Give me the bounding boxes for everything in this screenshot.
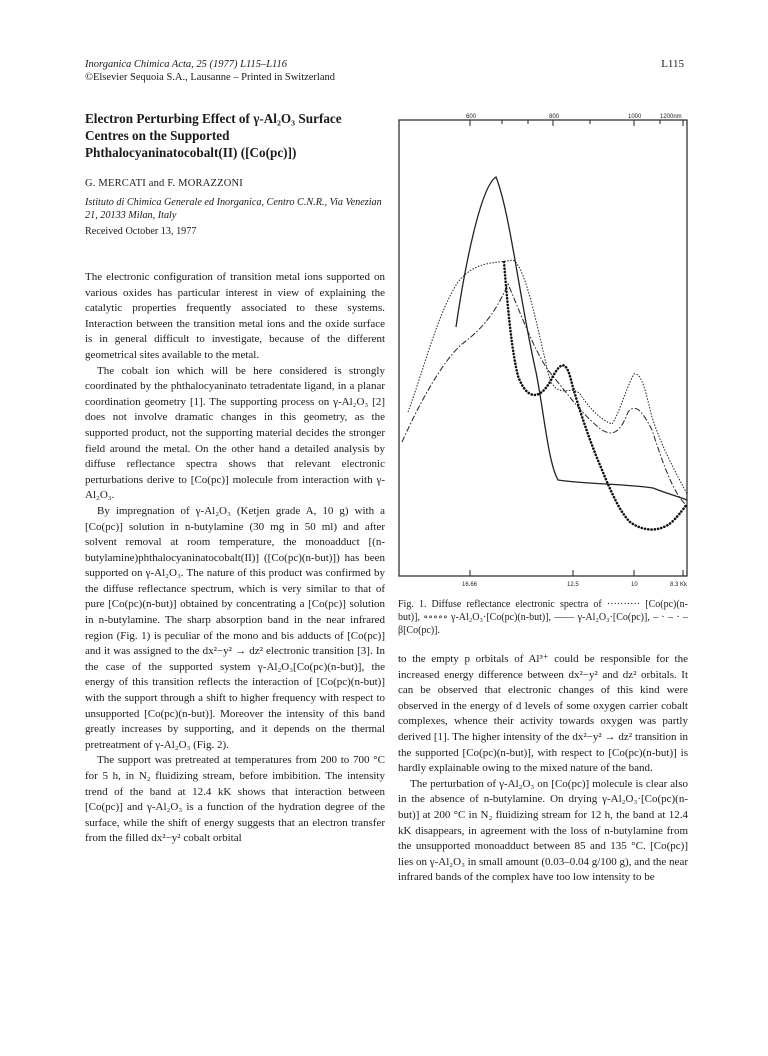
top-tick-label: 600: [466, 114, 477, 120]
curve-circles: [408, 260, 687, 494]
bottom-tick-label: 8.3 Kk: [670, 582, 688, 588]
top-tick-label: 1000: [628, 114, 642, 120]
article-title: Electron Perturbing Effect of γ-Al₂O₃ Surface Centres on the Supported Phthalocyaninatocobalt(II) ([Co(pc)]): [85, 111, 342, 160]
figure-caption: Fig. 1. Diffuse reflectance electronic spectra of ·········· [Co(pc)(n-but)], ∘∘∘∘∘ γ-Al₂O₃·[Co(pc)(n-but)], —— γ-Al₂O₃·[Co(pc)], – · – · – β[Co(pc)].: [398, 599, 688, 636]
paragraph: The electronic configuration of transition metal ions supported on various oxides has particular interest in view of explaining the catalytic properties frequently associated to these systems. Interaction between the transition metal ions and the oxide surface is in general difficult to investigate, because of the different geometrical sites available to the metal.: [85, 271, 385, 361]
bottom-tick-label: 10: [631, 582, 638, 588]
bottom-tick-label: 12.5: [567, 582, 579, 588]
paragraph: The cobalt ion which will be here considered is strongly coordinated by the phthalocyaninato tetradentate ligand, in a planar coordination geometry [1]. The supporting process on γ-Al₂O₃ [2] does not involve dramatic changes in this geometry, as the supported product, not the supporting material decides the stronger field around the metal. On the other hand a detailed analysis by diffuse reflectance spectra shows that relevant electronic perturbations derive to [Co(pc)] molecule from interaction with γ-Al₂O₃.: [85, 364, 385, 502]
paragraph: By impregnation of γ-Al₂O₃ (Ketjen grade A, 10 g) with a [Co(pc)] solution in n-butylamine (30 mg in 50 ml) and after solvent removal at room temperature, the monoadduct [(n-butylamine)phthalocyaninatocobalt(II)] ([Co(pc)(n-but)]) has been supported on γ-Al₂O₃. The nature of this product was confirmed by the diffuse reflectance spectrum, which is very similar to that of pure [Co(pc)(n-but)] obtained by concentrating a [Co(pc)] solution in n-butylamine. The sharp absorption band in the near infrared region (Fig. 1) is peculiar of the mono and bis adducts of [Co(pc)] and it was assigned to the dx²−y² → dz² electronic transition [3]. In the case of the supported system γ-Al₂O₃[Co(pc)(n-but)], the energy of this transition reflects the interaction of [Co(pc)(n-but)] with the support through a shift to higher frequency with respect to unsupported [Co(pc)(n-but)]. Moreover the intensity of this band greatly increases by supporting, and it depends on the thermal pretreatment of γ-Al₂O₃ (Fig. 2).: [85, 504, 385, 751]
bottom-tick-label: 16.66: [462, 582, 478, 588]
journal-citation: Inorganica Chimica Acta, 25 (1977) L115–L116: [85, 59, 288, 70]
affiliation: Istituto di Chimica Generale ed Inorganica, Centro C.N.R., Via Venezian 21, 20133 Milan, Italy: [85, 197, 382, 221]
page-number: L115: [661, 58, 684, 70]
top-tick-label: 1200nm: [660, 114, 682, 120]
figure-1: [398, 112, 690, 590]
received-date: Received October 13, 1977: [85, 226, 197, 237]
curve-dashdot: [402, 284, 687, 506]
paragraph: The support was pretreated at temperatures from 200 to 700 °C for 5 h, in N₂ fluidizing stream, before imbibition. The intensity trend of the band at 12.4 kK shows that interaction between [Co(pc)] and γ-Al₂O₃ is a function of the hydration degree of the surface, while the shift of energy suggests that an electron transfer from the filled dx²−y² cobalt orbital: [85, 754, 385, 845]
spectra-plot: [398, 112, 690, 590]
curve-solid: [456, 177, 687, 500]
plot-frame: [399, 120, 687, 576]
body-column-right: [398, 652, 688, 1007]
body-column-left: [85, 270, 385, 1005]
authors: G. MERCATI and F. MORAZZONI: [85, 178, 243, 189]
top-tick-label: 800: [549, 114, 560, 120]
paragraph: to the empty p orbitals of Al³⁺ could be responsible for the increased energy difference between dx²−y² and dz² orbitals. It can be observed that electronic changes of this kind were observed in the energy of d levels of some oxygen carrier cobalt complexes, whence their activity towards oxygen was partly derived [1]. The higher intensity of the dx²−y² → dz² transition in the supported [Co(pc)(n-but)], with respect to [Co(pc)(n-but)] is hardly explainable owing to the mixed nature of the band.: [398, 653, 688, 775]
paragraph: The perturbation of γ-Al₂O₃ on [Co(pc)] molecule is clear also in the absence of n-butylamine. On drying γ-Al₂O₃·[Co(pc)(n-but)] at 200 °C in N₂ fluidizing stream for 12 h, the band at 12.4 kK disappears, in agreement with the loss of n-butylamine from the unsupported monoadduct between 85 and 135 °C. [Co(pc)] lies on γ-Al₂O₃ in small amount (0.03–0.04 g/100 g), and the near infrared bands of the complex have too low intensity to be: [398, 777, 688, 884]
publisher-line: ©Elsevier Sequoia S.A., Lausanne – Printed in Switzerland: [85, 72, 336, 83]
running-header: [85, 58, 335, 84]
